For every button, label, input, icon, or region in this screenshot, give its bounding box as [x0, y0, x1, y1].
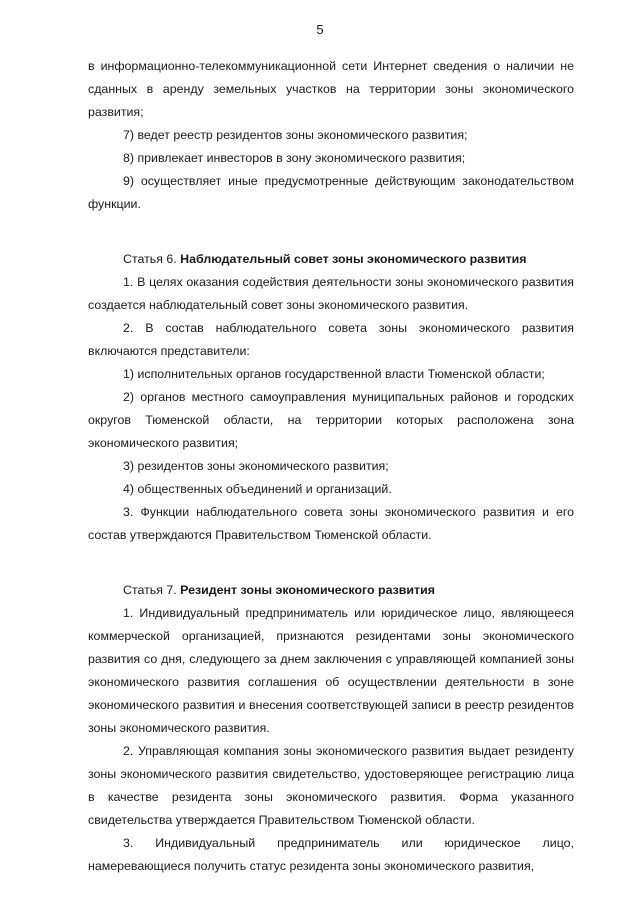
article-7-title: Резидент зоны экономического развития: [180, 583, 435, 597]
article-6-label: Статья 6.: [123, 252, 177, 266]
article-6-title: Наблюдательный совет зоны экономического развития: [180, 252, 527, 266]
article-6-subitem-2: 2) органов местного самоуправления муниципальных районов и городских округов Тюменской области, на территории которых расположена зона экономического развития;: [88, 390, 574, 450]
article-7-label: Статья 7.: [123, 583, 177, 597]
article-6-subitem-1: 1) исполнительных органов государственной власти Тюменской области;: [123, 367, 545, 381]
article-6-subitem-3: 3) резидентов зоны экономического развития;: [123, 459, 389, 473]
article-7-paragraph-1: 1. Индивидуальный предприниматель или юридическое лицо, являющееся коммерческой организацией, признаются резидентами зоны экономического развития со дня, следующего за днем заключения с управляющей компанией зоны экономического развития соглашения об осуществлении деятельности в зоне экономического развития и внесения соответствующей записи в реестр резидентов зоны экономического развития.: [88, 606, 574, 735]
article-7-heading: [88, 579, 574, 602]
list-item-9: 9) осуществляет иные предусмотренные действующим законодательством функции.: [88, 174, 574, 211]
article-6-paragraph-2: 2. В состав наблюдательного совета зоны экономического развития включаются представители:: [88, 321, 574, 358]
article-6-subitem-4: 4) общественных объединений и организаций.: [123, 482, 392, 496]
article-7-paragraph-2: 2. Управляющая компания зоны экономического развития выдает резиденту зоны экономического развития свидетельство, удостоверяющее регистрацию лица в качестве резидента зоны экономического развития. Форма указанного свидетельства утверждается Правительством Тюменской области.: [88, 744, 574, 827]
document-body: [88, 55, 574, 878]
paragraph-continuation: в информационно-телекоммуникационной сети Интернет сведения о наличии не сданных в аренду земельных участков на территории зоны экономического развития;: [88, 59, 574, 119]
list-item-7: 7) ведет реестр резидентов зоны экономического развития;: [123, 128, 468, 142]
article-6-paragraph-1: 1. В целях оказания содействия деятельности зоны экономического развития создается наблюдательный совет зоны экономического развития.: [88, 275, 574, 312]
page-number: 5: [316, 22, 324, 37]
article-7-paragraph-3: 3. Индивидуальный предприниматель или юридическое лицо, намеревающиеся получить статус резидента зоны экономического развития,: [88, 836, 574, 873]
article-6-paragraph-3: 3. Функции наблюдательного совета зоны экономического развития и его состав утверждаются Правительством Тюменской области.: [88, 505, 574, 542]
list-item-8: 8) привлекает инвесторов в зону экономического развития;: [123, 151, 466, 165]
article-6-heading: [88, 248, 574, 271]
